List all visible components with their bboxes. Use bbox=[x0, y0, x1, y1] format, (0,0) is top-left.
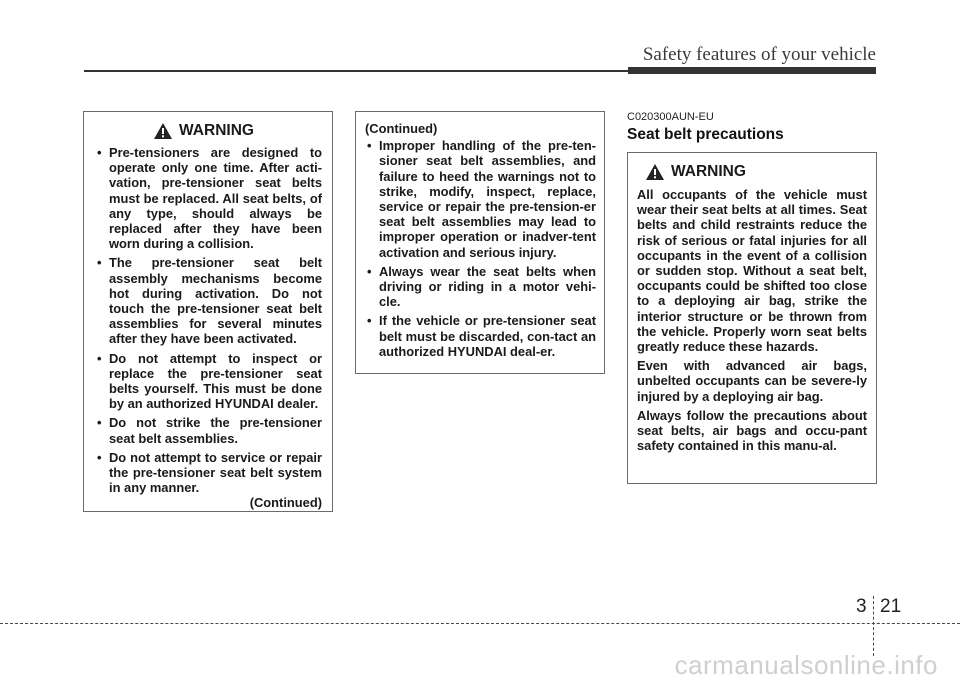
list-item: • The pre-tensioner seat belt assembly mechanisms become hot during activation. Do not touch the pre-tensioner seat belt assemblies for several minutes after they have been activated. bbox=[95, 255, 322, 346]
warning-triangle-icon bbox=[153, 122, 173, 140]
warning-box-left bbox=[83, 111, 333, 512]
list-item: • Improper handling of the pre-ten-sioner seat belt assemblies, and failure to heed the warnings not to strike, modify, inspect, replace, service or repair the pre-tension-er seat belt assemblies may lead to improper operation or inadver-tent activation and serious injury. bbox=[365, 138, 596, 260]
list-item: • Do not attempt to service or repair the pre-tensioner seat belt system in any manner. bbox=[95, 450, 322, 496]
list-item: • Pre-tensioners are designed to operate only one time. After acti-vation, pre-tensioner seat belts must be replaced. All seat belts, of any type, should always be replaced after they have been worn during a collision. bbox=[95, 145, 322, 251]
section-code: C020300AUN-EU bbox=[627, 111, 714, 123]
warning-paragraph: Even with advanced air bags, unbelted occupants can be severe-ly injured by a deploying air bag. bbox=[637, 358, 867, 404]
list-item: • Do not attempt to inspect or replace the pre-tensioner seat belts yourself. This must be done by an authorized HYUNDAI dealer. bbox=[95, 351, 322, 412]
footer-rule bbox=[0, 623, 960, 624]
continued-label: (Continued) bbox=[249, 495, 322, 511]
header-rule-accent bbox=[628, 67, 876, 74]
warning-list bbox=[365, 138, 596, 359]
warning-list bbox=[95, 145, 322, 495]
warning-title: WARNING bbox=[179, 122, 254, 140]
warning-paragraph: All occupants of the vehicle must wear their seat belts at all times. Seat belts and child restraints reduce the risk of serious or fatal injuries for all occupants in the event of a collision or sudden stop. Without a seat belt, occupants could be shifted too close to a deploying air bag, strike the interior structure or be thrown from the vehicle. Properly worn seat belts greatly reduce these hazards. bbox=[637, 187, 867, 355]
watermark: carmanualsonline.info bbox=[674, 650, 938, 680]
page-number: 21 bbox=[880, 596, 902, 617]
list-item: • Do not strike the pre-tensioner seat belt assemblies. bbox=[95, 415, 322, 445]
warning-heading bbox=[85, 122, 322, 140]
warning-heading bbox=[645, 163, 867, 181]
warning-box-right bbox=[627, 152, 877, 484]
warning-title: WARNING bbox=[671, 163, 746, 181]
warning-paragraph: Always follow the precautions about seat belts, air bags and occu-pant safety contained in this manu-al. bbox=[637, 407, 867, 454]
continued-label: (Continued) bbox=[365, 121, 438, 136]
list-item: • If the vehicle or pre-tensioner seat belt must be discarded, con-tact an authorized HYUNDAI deal-er. bbox=[365, 313, 596, 359]
warning-triangle-icon bbox=[645, 163, 665, 181]
warning-box-middle bbox=[355, 111, 605, 374]
section-title: Seat belt precautions bbox=[627, 126, 784, 143]
chapter-number: 3 bbox=[856, 596, 867, 617]
footer-divider bbox=[873, 596, 874, 656]
list-item: • Always wear the seat belts when driving or riding in a motor vehi-cle. bbox=[365, 264, 596, 310]
header-title: Safety features of your vehicle bbox=[642, 44, 876, 65]
